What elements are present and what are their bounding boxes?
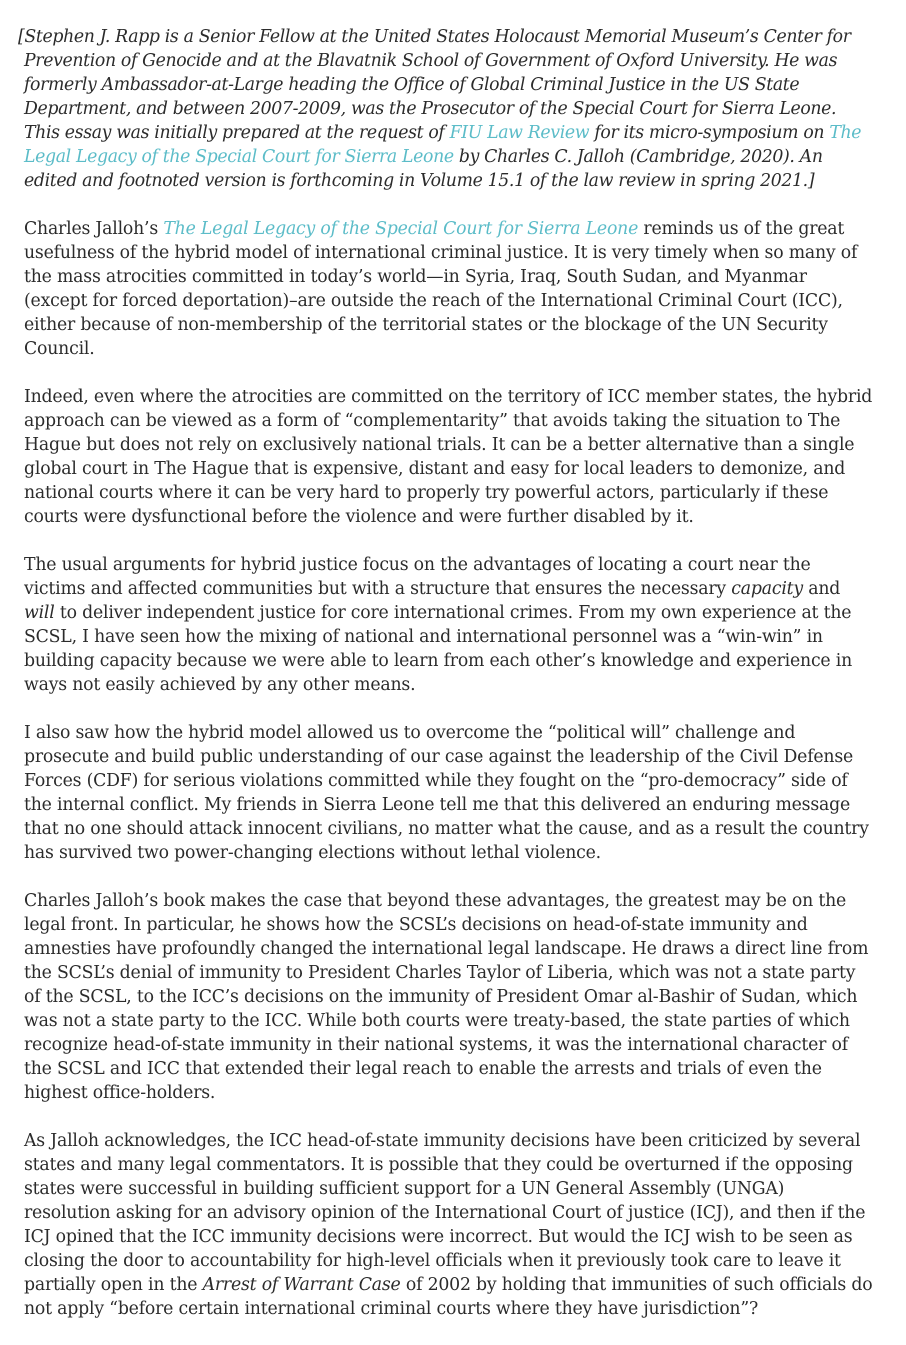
article-body	[18, 25, 874, 1345]
paragraph-text: As Jalloh acknowledges, the ICC head-of-state immunity decisions have been criticized by several states and many legal commentators. It is possible that they could be overturned if the opposing states were successful in building sufficient support for a UN General Assembly (UNGA) resolution asking for an advisory opinion of the International Court of justice (ICJ), and then if the ICJ opined that the ICC immunity decisions were incorrect. But would the ICJ wish to be seen as closing the door to accountability for high-level officials when it previously took care to leave it partially open in the	[24, 1131, 866, 1295]
book-title-link[interactable]: The Legal Legacy of the Special Court for Sierra Leone	[24, 123, 862, 167]
paragraph-text: and	[802, 579, 841, 599]
author-bio-note	[18, 25, 874, 193]
paragraph-text: reminds us of the great usefulness of the hybrid model of international criminal justice. It is very timely when so many of the mass atrocities committed in today’s world—in Syria, Iraq, South Sudan, and Myanmar (except for forced deportation)–are outside the reach of the International Criminal Court (ICC), either because of non-membership of the territorial states or the blockage of the UN Security Council.	[24, 219, 858, 359]
paragraph-text: to deliver independent justice for core international crimes. From my own experience at the SCSL, I have seen how the mixing of national and international personnel was a “win-win” in building capacity because we were able to learn from each other’s knowledge and experience in ways not easily achieved by any other means.	[24, 603, 853, 695]
bio-bracket-close: ]	[807, 171, 815, 191]
bio-bracket-open: [	[18, 27, 25, 47]
paragraph-1	[24, 217, 874, 361]
paragraph-3	[24, 553, 874, 697]
paragraph-2: Indeed, even where the atrocities are committed on the territory of ICC member states, the hybrid approach can be viewed as a form of “complementarity” that avoids taking the situation to The Hague but does not rely on exclusively national trials. It can be a better alternative than a single global court in The Hague that is expensive, distant and easy for local leaders to demonize, and national courts where it can be very hard to properly try powerful actors, particularly if these courts were dysfunctional before the violence and were further disabled by it.	[24, 387, 873, 527]
book-title-link[interactable]: The Legal Legacy of the Special Court for Sierra Leone	[163, 219, 639, 239]
emphasis-will: will	[24, 603, 55, 623]
case-name: Arrest of Warrant Case	[202, 1275, 401, 1295]
bio-text: Stephen J. Rapp is a Senior Fellow at the United States Holocaust Memorial Museum’s Center for Prevention of Genocide and at the Blavatnik School of Government of Oxford University. He was formerly Ambassador-at-Large heading the Office of Global Criminal Justice in the US State Department, and between 2007-2009, was the Prosecutor of the Special Court for Sierra Leone. This essay was initially prepared at the request of	[24, 27, 851, 143]
paragraph-text: of 2002 by holding that immunities of such officials do not apply “before certain international criminal courts where they have jurisdiction”?	[24, 1275, 873, 1319]
paragraph-5: Charles Jalloh’s book makes the case that beyond these advantages, the greatest may be on the legal front. In particular, he shows how the SCSL’s decisions on head-of-state immunity and amnesties have profoundly changed the international legal landscape. He draws a direct line from the SCSL’s denial of immunity to President Charles Taylor of Liberia, which was not a state party of the SCSL, to the ICC’s decisions on the immunity of President Omar al-Bashir of Sudan, which was not a state party to the ICC. While both courts were treaty-based, the state parties of which recognize head-of-state immunity in their national systems, it was the international character of the SCSL and ICC that extended their legal reach to enable the arrests and trials of even the highest office-holders.	[24, 891, 869, 1103]
paragraph-text: The usual arguments for hybrid justice focus on the advantages of locating a court near the victims and affected communities but with a structure that ensures the necessary	[24, 555, 811, 599]
emphasis-capacity: capacity	[731, 579, 803, 599]
bio-text: by Charles C. Jalloh (Cambridge, 2020). An edited and footnoted version is forthcoming in Volume 15.1 of the law review in spring 2021.	[24, 147, 823, 191]
paragraph-4: I also saw how the hybrid model allowed us to overcome the “political will” challenge and prosecute and build public understanding of our case against the leadership of the Civil Defense Forces (CDF) for serious violations committed while they fought on the “pro-democracy” side of the internal conflict. My friends in Sierra Leone tell me that this delivered an enduring message that no one should attack innocent civilians, no matter what the cause, and as a result the country has survived two power-changing elections without lethal violence.	[24, 723, 869, 863]
paragraph-6	[24, 1129, 874, 1321]
fiu-law-review-link[interactable]: FIU Law Review	[449, 123, 590, 143]
bio-text: for its micro-symposium on	[589, 123, 830, 143]
paragraph-text: Charles Jalloh’s	[24, 219, 164, 239]
